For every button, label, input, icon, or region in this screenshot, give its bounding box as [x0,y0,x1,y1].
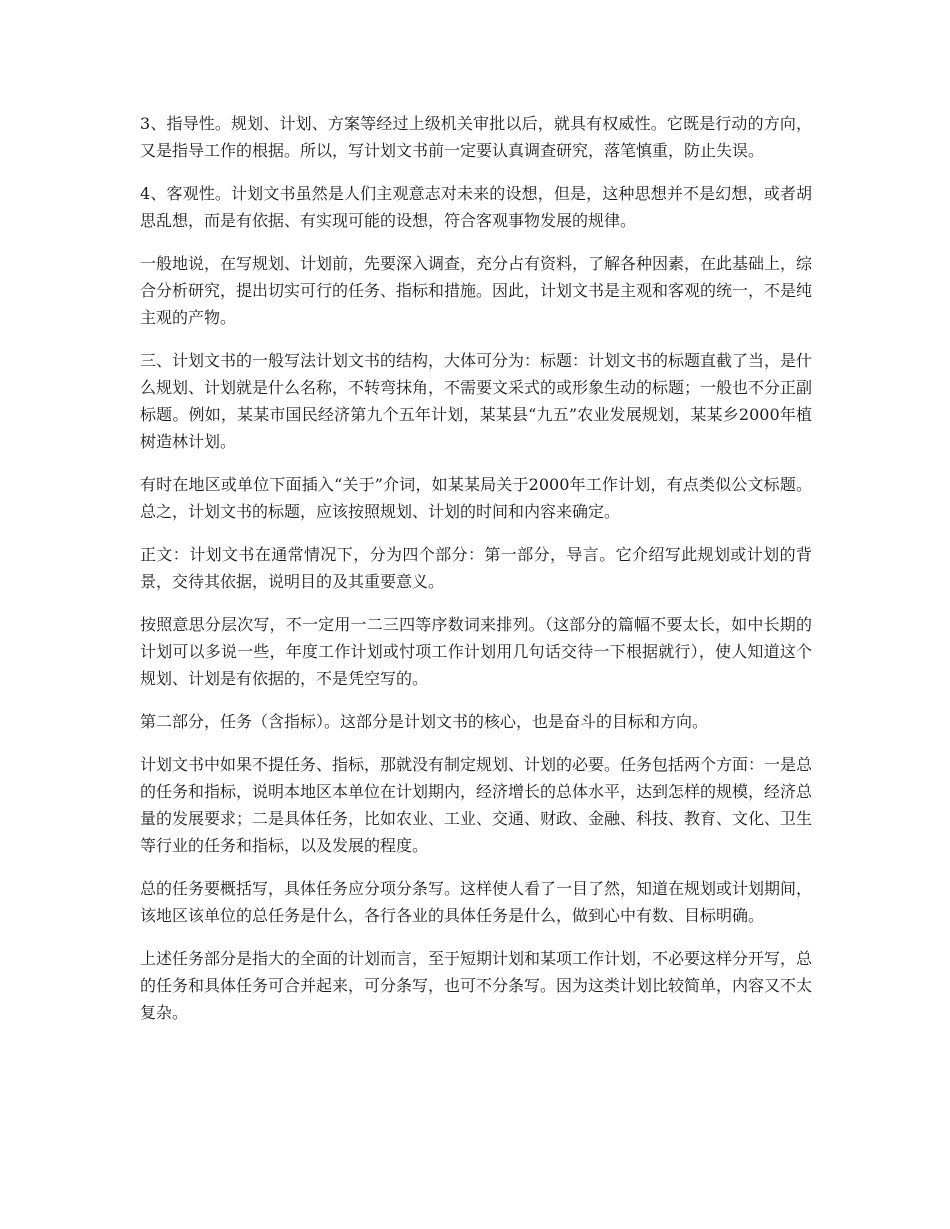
paragraph-3: 一般地说，在写规划、计划前，先要深入调查，充分占有资料，了解各种因素，在此基础上，综合分析研究，提出切实可行的任务、指标和措施。因此，计划文书是主观和客观的统一，不是纯主观的产物。 [140,254,813,327]
paragraph-5: 有时在地区或单位下面插入“关于”介词，如某某局关于2000年工作计划，有点类似公文标题。总之，计划文书的标题，应该按照规划、计划的时间和内容来确定。 [140,475,812,521]
paragraph-10: 总的任务要概括写，具体任务应分项分条写。这样使人看了一目了然，知道在规划或计划期间，该地区该单位的总任务是什么，各行各业的具体任务是什么，做到心中有数、目标明确。 [140,879,813,925]
paragraph-6: 正文：计划文书在通常情况下，分为四个部分：第一部分，导言。它介绍写此规划或计划的背景，交待其依据，说明目的及其重要意义。 [140,545,812,591]
paragraph-1: 3、指导性。规划、计划、方案等经过上级机关审批以后，就具有权威性。它既是行动的方向，又是指导工作的根据。所以，写计划文书前一定要认真调查研究，落笔慎重，防止失误。 [140,114,812,160]
paragraph-7: 按照意思分层次写，不一定用一二三四等序数词来排列。（这部分的篇幅不要太长，如中长期的计划可以多说一些，年度工作计划或忖项工作计划用几句话交待一下根据就行），使人知道这个规划、计划是有依据的，不是凭空写的。 [140,615,812,688]
paragraph-4: 三、计划文书的一般写法计划文书的结构，大体可分为：标题：计划文书的标题直截了当，是什么规划、计划就是什么名称，不转弯抹角，不需要文采式的或形象生动的标题；一般也不分正副标题。例如，某某市国民经济第九个五年计划，某某县“九五”农业发展规划，某某乡2000年植树造林计划。 [140,351,813,451]
paragraph-11: 上述任务部分是指大的全面的计划而言，至于短期计划和某项工作计划，不必要这样分开写，总的任务和具体任务可合并起来，可分条写，也可不分条写。因为这类计划比较简单，内容又不太复杂。 [140,949,813,1022]
paragraph-8: 第二部分，任务（含指标）。这部分是计划文书的核心，也是奋斗的目标和方向。 [140,712,709,731]
document-body [140,110,812,1042]
paragraph-2: 4、客观性。计划文书虽然是人们主观意志对未来的设想，但是，这种思想并不是幻想，或者胡思乱想，而是有依据、有实现可能的设想，符合客观事物发展的规律。 [140,184,812,230]
paragraph-9: 计划文书中如果不提任务、指标，那就没有制定规划、计划的必要。任务包括两个方面：一是总的任务和指标，说明本地区本单位在计划期内，经济增长的总体水平，达到怎样的规模，经济总量的发展要求；二是具体任务，比如农业、工业、交通、财政、金融、科技、教育、文化、卫生等行业的任务和指标，以及发展的程度。 [140,755,813,855]
